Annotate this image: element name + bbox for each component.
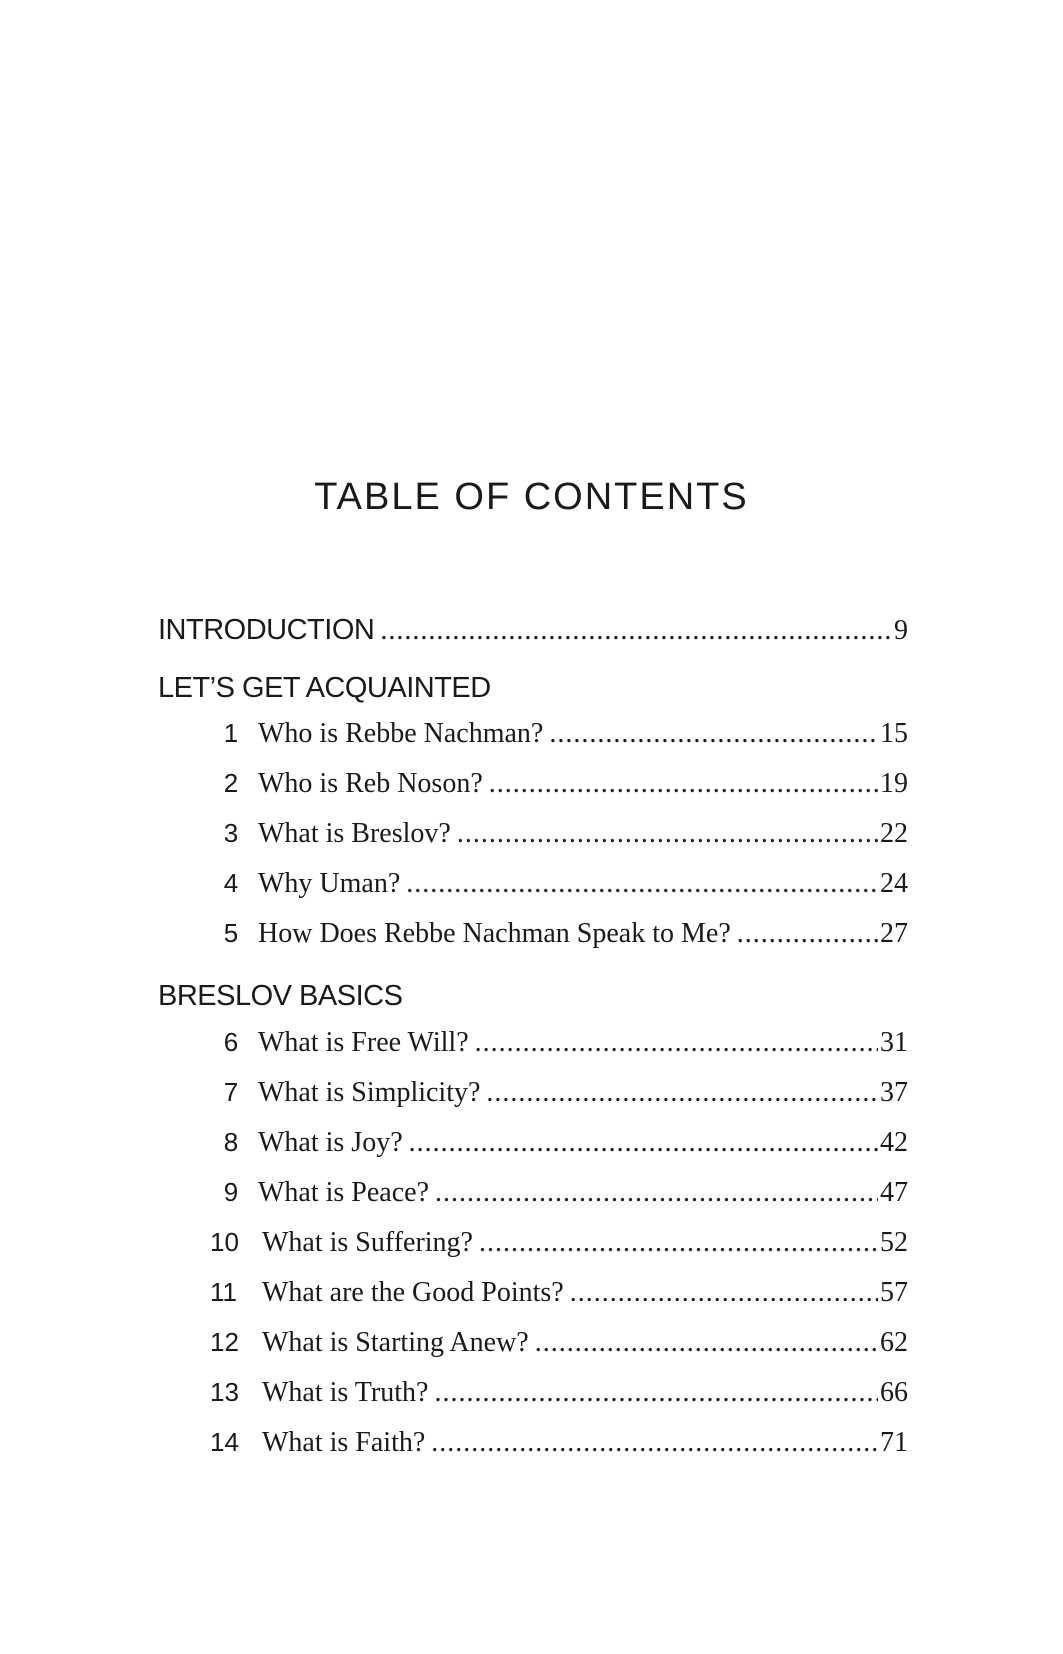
- toc-entry-chapter-7[interactable]: [210, 1077, 908, 1117]
- chapter-title: What is Free Will?: [258, 1027, 469, 1058]
- chapter-number: 6: [223, 1027, 239, 1057]
- dot-leader: [570, 1277, 878, 1309]
- chapter-number: 10: [210, 1227, 239, 1257]
- dot-leader: [380, 615, 892, 647]
- chapter-number: 2: [223, 768, 239, 798]
- toc-entry-chapter-2[interactable]: [210, 768, 908, 808]
- page-number: 42: [880, 1127, 908, 1158]
- page-number: 24: [880, 868, 908, 899]
- introduction-label: INTRODUCTION: [158, 614, 375, 646]
- toc-entry-introduction[interactable]: [158, 614, 908, 654]
- chapter-number: 3: [223, 818, 239, 848]
- page-number: 15: [880, 718, 908, 749]
- dot-leader: [489, 768, 878, 800]
- toc-entry-chapter-12[interactable]: [210, 1327, 908, 1367]
- page-title: TABLE OF CONTENTS: [314, 476, 749, 518]
- section-heading: LET’S GET ACQUAINTED: [158, 672, 491, 704]
- chapter-title: What is Joy?: [258, 1127, 403, 1158]
- toc-entry-chapter-11[interactable]: [210, 1277, 908, 1317]
- chapter-number: 8: [223, 1127, 239, 1157]
- chapter-title: What is Faith?: [262, 1427, 426, 1458]
- chapter-title: What is Suffering?: [262, 1227, 473, 1258]
- chapter-number: 9: [223, 1177, 239, 1207]
- chapter-number: 5: [223, 918, 239, 948]
- page-number: 9: [894, 615, 908, 646]
- page-number: 19: [880, 768, 908, 799]
- dot-leader: [486, 1077, 878, 1109]
- toc-entry-chapter-4[interactable]: [210, 868, 908, 908]
- chapter-title: What are the Good Points?: [262, 1277, 564, 1308]
- chapter-number: 11: [210, 1277, 237, 1307]
- dot-leader: [457, 818, 878, 850]
- dot-leader: [434, 1377, 878, 1409]
- chapter-title: Who is Rebbe Nachman?: [258, 718, 544, 749]
- toc-entry-chapter-9[interactable]: [210, 1177, 908, 1217]
- chapter-title: What is Starting Anew?: [262, 1327, 529, 1358]
- chapter-number: 14: [210, 1427, 239, 1457]
- dot-leader: [435, 1177, 878, 1209]
- chapter-number: 4: [223, 868, 239, 898]
- section-heading: BRESLOV BASICS: [158, 980, 403, 1012]
- page-number: 71: [880, 1427, 908, 1458]
- toc-entry-chapter-14[interactable]: [210, 1427, 908, 1467]
- page-number: 37: [880, 1077, 908, 1108]
- chapter-title: What is Breslov?: [258, 818, 451, 849]
- page-number: 47: [880, 1177, 908, 1208]
- chapter-title: What is Peace?: [258, 1177, 430, 1208]
- toc-entry-chapter-6[interactable]: [210, 1027, 908, 1067]
- toc-entry-chapter-10[interactable]: [210, 1227, 908, 1267]
- dot-leader: [431, 1427, 878, 1459]
- chapter-title: How Does Rebbe Nachman Speak to Me?: [258, 918, 731, 949]
- chapter-title: What is Simplicity?: [258, 1077, 481, 1108]
- chapter-number: 7: [223, 1077, 239, 1107]
- dot-leader: [479, 1227, 878, 1259]
- page-number: 57: [880, 1277, 908, 1308]
- toc-entry-chapter-8[interactable]: [210, 1127, 908, 1167]
- chapter-number: 1: [223, 718, 239, 748]
- toc-entry-chapter-1[interactable]: [210, 718, 908, 758]
- dot-leader: [737, 918, 878, 950]
- page-number: 27: [880, 918, 908, 949]
- dot-leader: [535, 1327, 878, 1359]
- dot-leader: [406, 868, 878, 900]
- toc-entry-chapter-13[interactable]: [210, 1377, 908, 1417]
- chapter-number: 13: [210, 1377, 239, 1407]
- dot-leader: [549, 718, 878, 750]
- dot-leader: [475, 1027, 878, 1059]
- toc-entry-chapter-5[interactable]: [210, 918, 908, 958]
- chapter-title: Why Uman?: [258, 868, 401, 899]
- page-number: 62: [880, 1327, 908, 1358]
- chapter-title: What is Truth?: [262, 1377, 429, 1408]
- page-number: 31: [880, 1027, 908, 1058]
- toc-entry-chapter-3[interactable]: [210, 818, 908, 858]
- chapter-number: 12: [210, 1327, 239, 1357]
- page-number: 66: [880, 1377, 908, 1408]
- page-number: 22: [880, 818, 908, 849]
- page-number: 52: [880, 1227, 908, 1258]
- dot-leader: [409, 1127, 878, 1159]
- chapter-title: Who is Reb Noson?: [258, 768, 483, 799]
